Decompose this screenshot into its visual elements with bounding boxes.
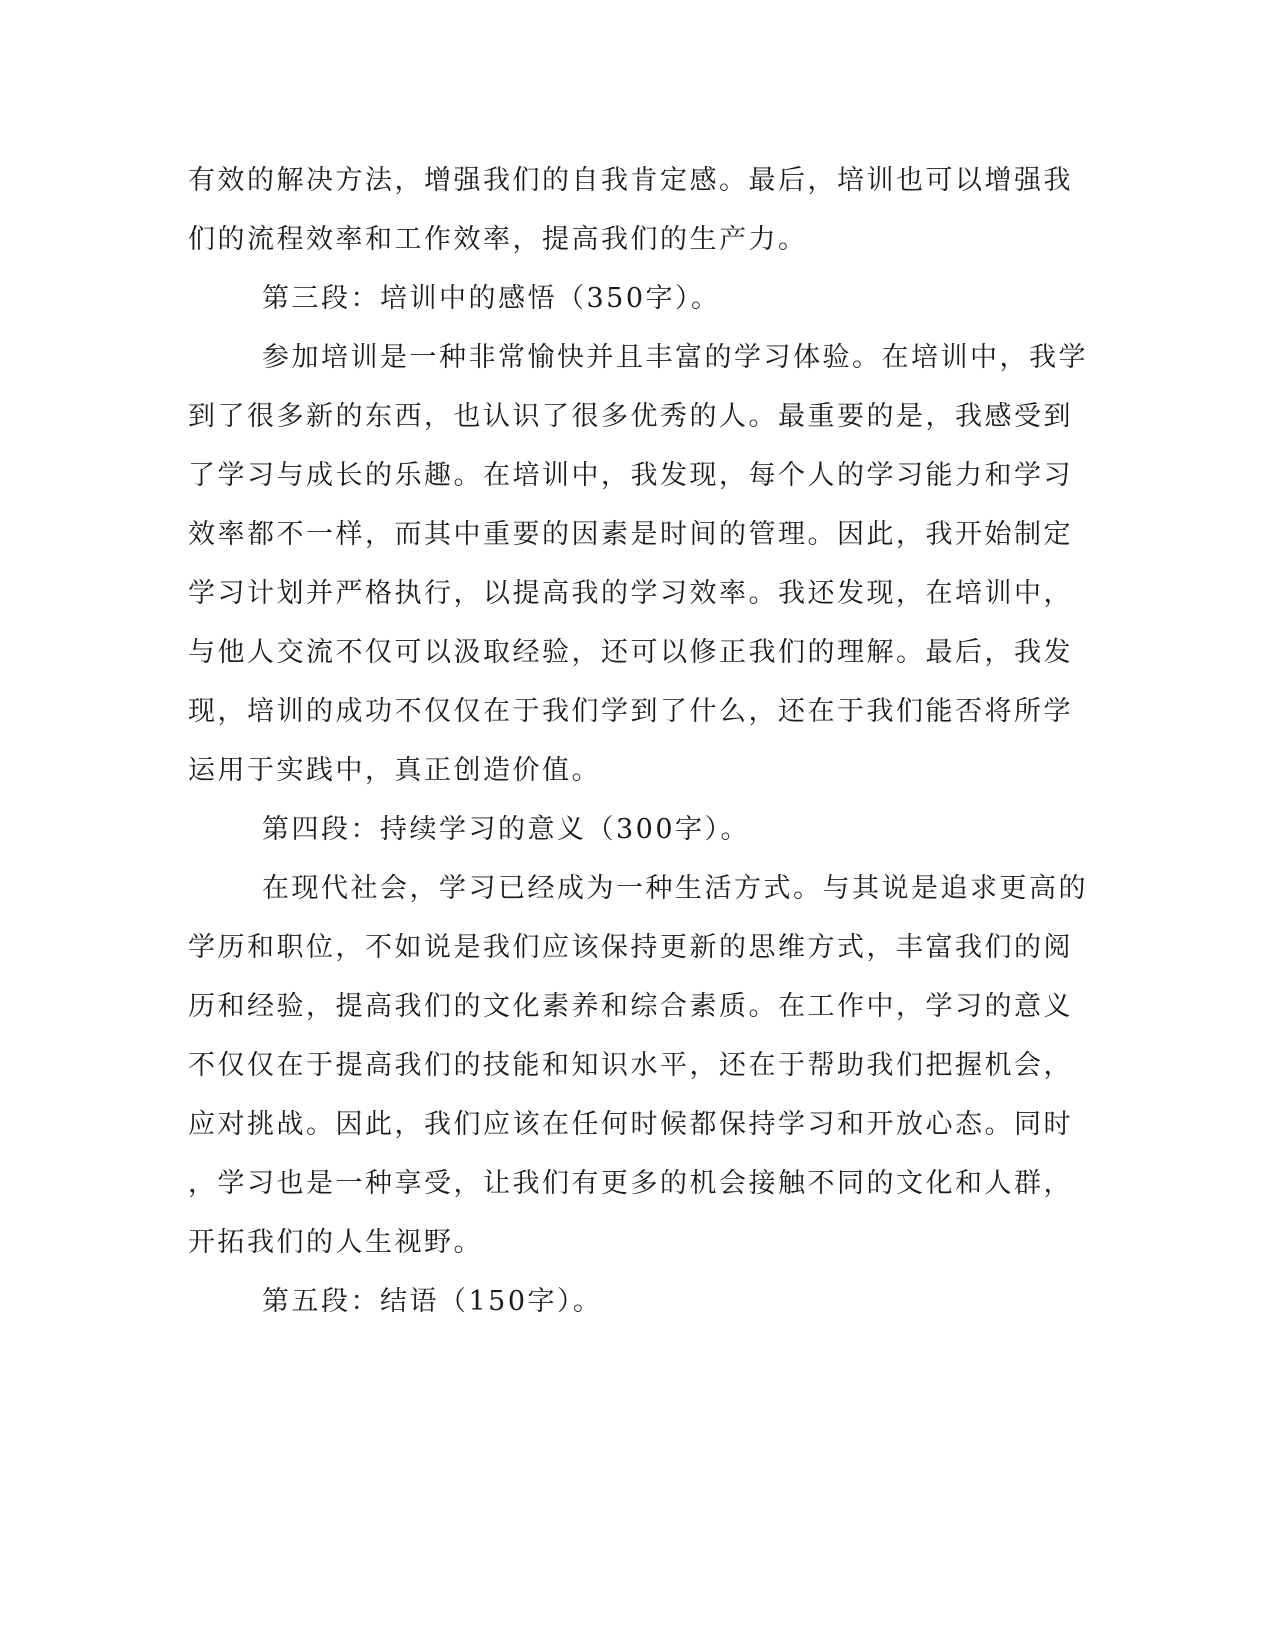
body-text-line: 运用于实践中，真正创造价值。 <box>188 755 601 786</box>
section-heading-5: 第五段：结语（150字）。 <box>262 1286 603 1317</box>
body-text-line: 应对挑战。因此，我们应该在任何时候都保持学习和开放心态。同时 <box>188 1109 1073 1140</box>
body-text-line: 不仅仅在于提高我们的技能和知识水平，还在于帮助我们把握机会， <box>188 1050 1073 1081</box>
body-text-line: 学历和职位，不如说是我们应该保持更新的思维方式，丰富我们的阅 <box>188 932 1073 963</box>
body-text-line: 现，培训的成功不仅仅在于我们学到了什么，还在于我们能否将所学 <box>188 696 1073 727</box>
body-text-line: 了学习与成长的乐趣。在培训中，我发现，每个人的学习能力和学习 <box>188 460 1073 491</box>
body-text-line: 效率都不一样，而其中重要的因素是时间的管理。因此，我开始制定 <box>188 519 1073 550</box>
body-text-line: ，学习也是一种享受，让我们有更多的机会接触不同的文化和人群， <box>188 1168 1073 1199</box>
body-text-line: 参加培训是一种非常愉快并且丰富的学习体验。在培训中，我学 <box>262 342 1088 373</box>
body-text-line: 有效的解决方法，增强我们的自我肯定感。最后，培训也可以增强我 <box>188 165 1073 196</box>
section-heading-3: 第三段：培训中的感悟（350字）。 <box>262 283 721 314</box>
body-text-line: 们的流程效率和工作效率，提高我们的生产力。 <box>188 224 808 255</box>
body-text-line: 与他人交流不仅可以汲取经验，还可以修正我们的理解。最后，我发 <box>188 637 1073 668</box>
body-text-line: 历和经验，提高我们的文化素养和综合素质。在工作中，学习的意义 <box>188 991 1073 1022</box>
section-heading-4: 第四段：持续学习的意义（300字）。 <box>262 814 751 845</box>
body-text-line: 开拓我们的人生视野。 <box>188 1227 483 1258</box>
body-text-line: 到了很多新的东西，也认识了很多优秀的人。最重要的是，我感受到 <box>188 401 1073 432</box>
body-text-line: 学习计划并严格执行，以提高我的学习效率。我还发现，在培训中， <box>188 578 1073 609</box>
body-text-line: 在现代社会，学习已经成为一种生活方式。与其说是追求更高的 <box>262 873 1088 904</box>
